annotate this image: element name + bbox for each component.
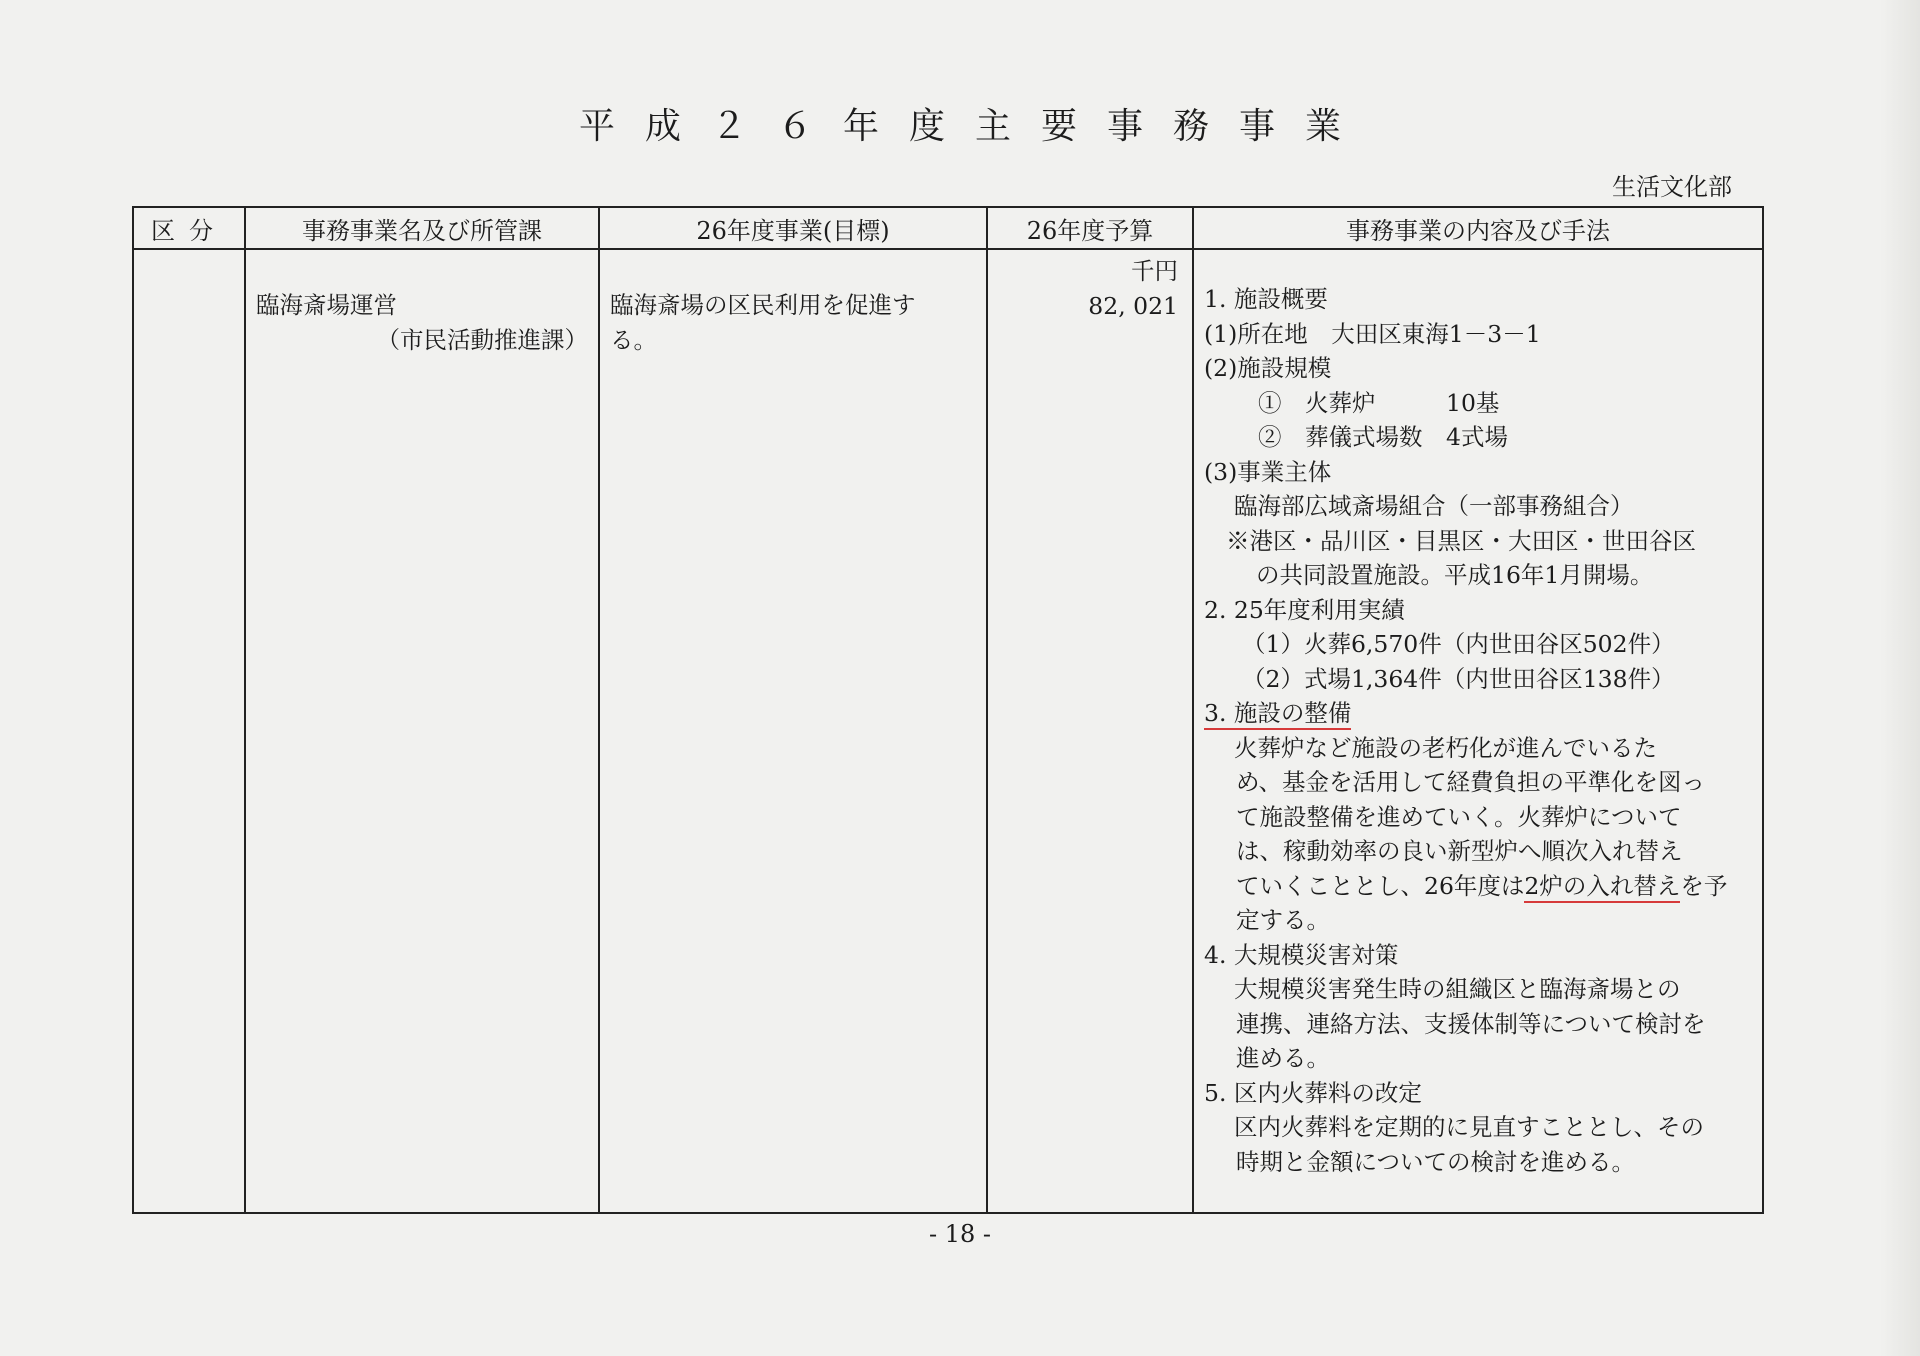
- content-cell: [1193, 249, 1763, 1213]
- division-name: （市民活動推進課）: [376, 325, 588, 354]
- section-1-scale: (2)施設規模: [1204, 354, 1332, 382]
- table-header-row: [133, 207, 1763, 249]
- section-3-line-3: て施設整備を進めていく。火葬炉について: [1236, 802, 1682, 831]
- section-1-title: 1. 施設概要: [1204, 285, 1328, 313]
- section-1-operator-note-2: の共同設置施設。平成16年1月開場。: [1256, 561, 1654, 589]
- project-table: [132, 206, 1764, 1214]
- page-edge: [1880, 0, 1920, 1356]
- project-name: 臨海斎場運営: [256, 291, 397, 319]
- goal-cell: [599, 249, 987, 1213]
- section-3-line-5-underlined: 2炉の入れ替え: [1524, 872, 1680, 903]
- page-title: 平成２６年度主要事務事業: [578, 106, 1371, 147]
- section-1-operator-name: 臨海部広域斎場組合（一部事務組合）: [1234, 492, 1634, 520]
- header-project-name: 事務事業名及び所管課: [245, 207, 599, 249]
- goal-line-1: 臨海斎場の区民利用を促進す: [610, 291, 916, 319]
- section-3-line-6: 定する。: [1236, 906, 1330, 934]
- category-value: [134, 250, 244, 258]
- section-4-title: 4. 大規模災害対策: [1204, 940, 1399, 969]
- category-cell: [133, 249, 245, 1213]
- goal-line-2: る。: [610, 325, 657, 354]
- section-2-cremation: （1）火葬6,570件（内世田谷区502件）: [1242, 630, 1675, 658]
- section-4-line-1: 大規模災害発生時の組織区と臨海斎場との: [1234, 975, 1681, 1003]
- table-row: [133, 249, 1763, 1213]
- section-3-line-5-post: を予: [1680, 871, 1728, 900]
- header-budget: 26年度予算: [987, 207, 1193, 249]
- header-category: 区分: [133, 207, 245, 249]
- section-3-line-4: は、稼動効率の良い新型炉へ順次入れ替え: [1236, 837, 1683, 865]
- section-4-line-2: 連携、連絡方法、支援体制等について検討を: [1236, 1009, 1706, 1038]
- header-content: 事務事業の内容及び手法: [1193, 207, 1763, 249]
- section-1-operator-note: ※港区・品川区・目黒区・大田区・世田谷区: [1226, 526, 1696, 555]
- section-1-scale-furnace: ① 火葬炉 10基: [1258, 388, 1500, 417]
- department-label: 生活文化部: [1612, 173, 1732, 201]
- budget-unit: 千円: [1131, 257, 1178, 285]
- page-number: - 18 -: [928, 1220, 991, 1248]
- section-5-title: 5. 区内火葬料の改定: [1204, 1078, 1422, 1107]
- section-2-ceremony: （2）式場1,364件（内世田谷区138件）: [1242, 664, 1675, 693]
- section-1-location: (1)所在地 大田区東海1－3－1: [1204, 319, 1541, 348]
- section-3-title: 3. 施設の整備: [1204, 699, 1351, 730]
- section-3-line-2: め、基金を活用して経費負担の平準化を図っ: [1236, 768, 1706, 796]
- section-1-operator: (3)事業主体: [1204, 457, 1332, 486]
- project-name-cell: [245, 249, 599, 1213]
- section-4-line-3: 進める。: [1236, 1044, 1330, 1072]
- header-goal: 26年度事業(目標): [599, 207, 987, 249]
- section-5-line-1: 区内火葬料を定期的に見直すこととし、その: [1234, 1113, 1704, 1141]
- section-3-line-5-pre: ていくこととし、26年度は: [1236, 871, 1525, 900]
- section-2-title: 2. 25年度利用実績: [1204, 595, 1405, 624]
- section-5-line-2: 時期と金額についての検討を進める。: [1236, 1147, 1636, 1176]
- budget-value: 82, 021: [1088, 291, 1178, 320]
- section-3-line-5: [1204, 869, 1756, 904]
- section-3-line-1: 火葬炉など施設の老朽化が進んでいるた: [1234, 733, 1657, 762]
- section-1-scale-halls: ② 葬儀式場数 4式場: [1258, 423, 1508, 451]
- budget-cell: [987, 249, 1193, 1213]
